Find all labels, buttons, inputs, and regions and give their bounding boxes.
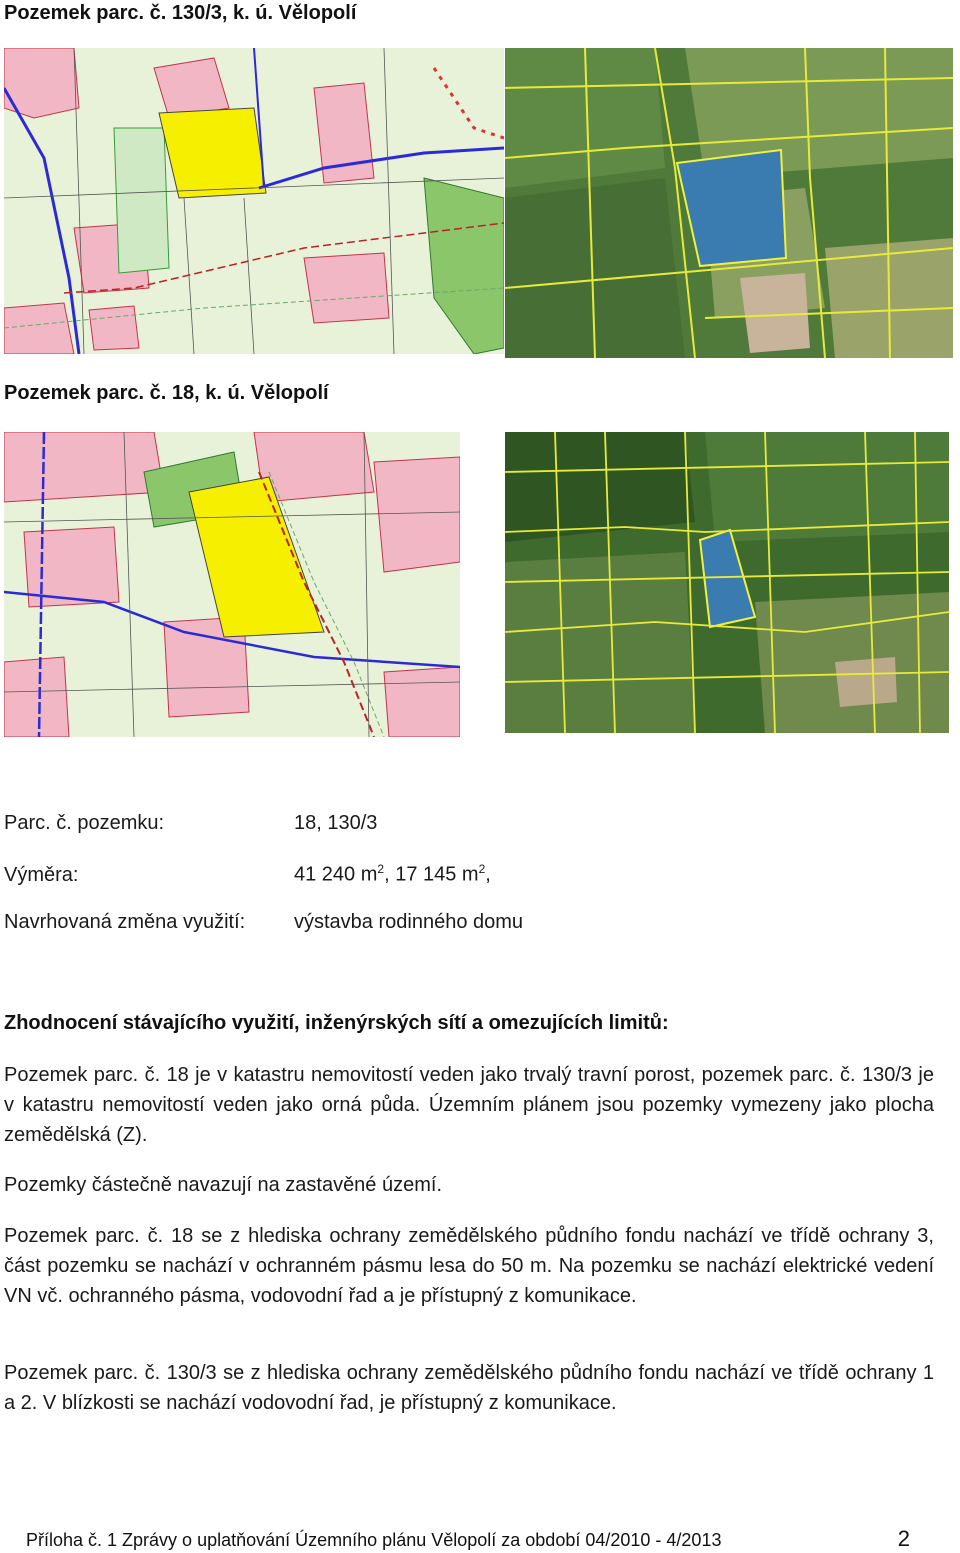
paragraph-3 [4,1221,934,1311]
paragraph-1 [4,1060,934,1150]
parcel-number-label: Parc. č. pozemku: [4,812,165,834]
area-value-b: , 17 145 m [384,863,479,886]
zoning-plan-map-2 [4,432,460,737]
info-row-change [4,911,523,934]
info-row-area [4,862,491,887]
change-value: výstavba rodinného domu [294,911,524,933]
paragraph-text: Pozemky částečně navazují na zastavěné území. [4,1174,443,1196]
paragraph-text: Pozemek parc. č. 18 se z hlediska ochrany zemědělského půdního fondu nachází ve třídě ochrany 3, část pozemku se nachází v ochranném pásmu lesa do 50 m. Na pozemku se nachází elektrické vedení VN vč. ochranného pásma, vodovodní řad a je přístupný z komunikace. [4,1225,934,1307]
aerial-photo-map-1 [505,48,953,358]
area-unit-sup-a: 2 [377,862,385,876]
zoning-plan-map-1 [4,48,504,354]
change-label: Navrhovaná změna využití: [4,911,246,933]
area-value-end: , [485,863,491,886]
paragraph-2 [4,1170,934,1200]
page-number: 2 [897,1526,910,1551]
area-value-a: 41 240 m [294,863,378,886]
parcel-heading-2: Pozemek parc. č. 18, k. ú. Vělopolí [4,382,329,404]
paragraph-4 [4,1358,934,1418]
parcel-number-value: 18, 130/3 [294,812,378,834]
info-row-parcel [4,812,377,835]
paragraph-text: Pozemek parc. č. 18 je v katastru nemovitostí veden jako trvalý travní porost, pozemek parc. č. 130/3 je v katastru nemovitostí veden jako orná půda. Územním plánem jsou pozemky vymezeny jako plocha zemědělská (Z). [4,1064,934,1146]
area-unit-sup-b: 2 [478,862,486,876]
aerial-photo-map-2 [505,432,949,733]
area-label: Výměra: [4,863,79,886]
section-title: Zhodnocení stávajícího využití, inženýrských sítí a omezujících limitů: [4,1012,669,1034]
area-value [294,862,491,887]
parcel-heading-1: Pozemek parc. č. 130/3, k. ú. Vělopolí [4,2,357,24]
footer-text: Příloha č. 1 Zprávy o uplatňování Územního plánu Vělopolí za období 04/2010 - 4/2013 [26,1530,722,1550]
paragraph-text: Pozemek parc. č. 130/3 se z hlediska ochrany zemědělského půdního fondu nachází ve třídě ochrany 1 a 2. V blízkosti se nachází vodovodní řad, je přístupný z komunikace. [4,1362,934,1414]
